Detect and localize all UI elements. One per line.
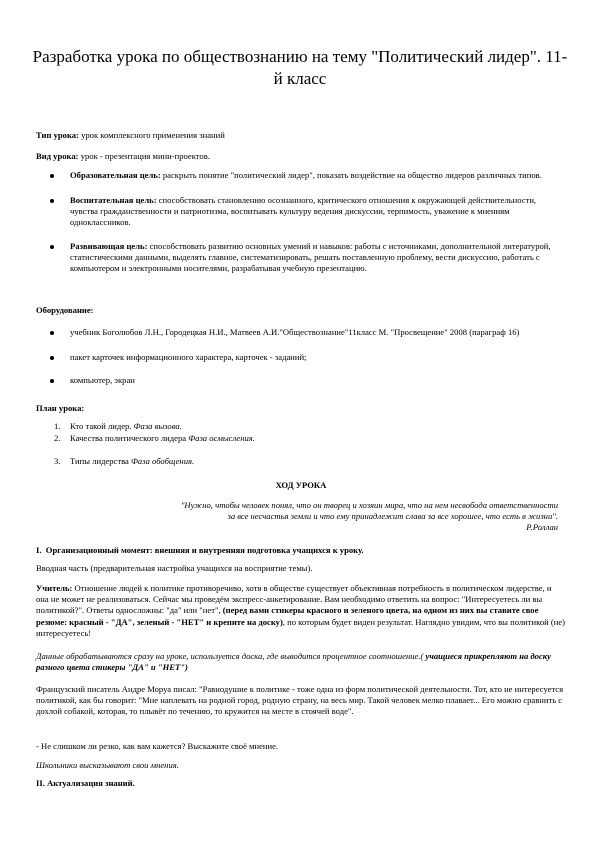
goal-label: Воспитательная цель: xyxy=(70,195,157,205)
course-heading: ХОД УРОКА xyxy=(275,480,327,490)
epigraph xyxy=(36,500,558,534)
equipment-item xyxy=(70,375,560,386)
teacher-instruction: (перед вами стикеры красного и зеленого цвета, на одном из них вы ставите свое резюме: красный - "ДА", зеленый - "НЕТ" и крепите на доску) xyxy=(36,605,539,627)
plan-item xyxy=(54,421,560,432)
lesson-type-label: Тип урока: xyxy=(36,130,79,140)
teacher-text: Отношение людей к политике противоречиво, хотя в обществе существует объективная потребность в политическом лидерстве, и она не может не реализоваться. Сейчас мы проведём экспресс-анкетирование. Вам необходимо ответить на вопрос: "Интересуетесь ли вы политикой?". Ответы односложны: "да" или "нет", xyxy=(36,583,552,616)
plan-item xyxy=(54,433,560,444)
goal-text: способствовать развитию основных умений и навыков: работы с источниками, дополнительной литературой, статистическими данными, выделять главное, систематизировать, решать поставленную проблему, вести дискуссию, работать с компьютером и электронными носителями, разрабатывая учебную презентацию. xyxy=(70,241,551,274)
plan-number: 2. xyxy=(54,433,61,443)
bullet-icon xyxy=(50,199,54,203)
plan-number: 1. xyxy=(54,421,61,431)
plan-text: Кто такой лидер. xyxy=(70,421,134,431)
maurois-paragraph: Французский писатель Андре Моруа писал: "Равнодушие к политике - тоже одна из форм политической деятельности. Тот, кто не интересуется политикой, как бы говорит: "Мне наплевать на родной город, родную страну, на весь мир. Такой человек мелко плавает... Его можно сравнить с дохлой собакой, которая, то плывёт по течению, то кружится на месте в стоячей воде". xyxy=(36,684,564,717)
lesson-kind-label: Вид урока: xyxy=(36,151,79,161)
lesson-kind-text: урок - презентация мини-проектов. xyxy=(78,151,210,161)
equipment-heading: Оборудование: xyxy=(36,305,94,315)
epigraph-line: за все несчастья земли и что ему принадлежит слава за все хорошее, что есть в жизни". xyxy=(227,511,558,522)
lesson-kind xyxy=(36,151,566,162)
goal-label: Развивающая цель: xyxy=(70,241,148,251)
teacher-text-end: , по которым будет виден результат. Наглядно увидим, что вы политикой (не) интересуетесь! xyxy=(36,616,566,638)
teacher-paragraph xyxy=(36,583,566,639)
equipment-text: пакет карточек информационного характера, карточек - заданий; xyxy=(70,352,307,362)
document-title: Разработка урока по обществознанию на тему "Политический лидер". 11-й класс xyxy=(32,47,568,88)
goal-item xyxy=(70,170,560,181)
bullet-icon xyxy=(50,356,54,360)
note-emphasis: учащиеся прикрепляют на доску разного цвета стикеры "ДА" и "НЕТ") xyxy=(36,651,551,673)
plan-heading: План урока: xyxy=(36,403,85,413)
section-number: I. xyxy=(36,545,42,555)
lesson-type xyxy=(36,130,566,141)
section-heading: II. Актуализация знаний. xyxy=(36,778,135,788)
plan-phase: Фаза осмысления. xyxy=(188,433,255,443)
question-paragraph: - Не слишком ли резко, как вам кажется? Выскажите своё мнение. xyxy=(36,741,279,751)
equipment-item xyxy=(70,352,560,363)
epigraph-author: Р.Роллан xyxy=(526,522,558,533)
plan-item xyxy=(54,456,560,467)
goal-text: способствовать становлению осознанного, критического отношения к окружающей действительности, чувства гражданственности и патриотизма, воспитывать культуру ведения дискуссии, терпимость, уважение к мнениям одноклассников. xyxy=(70,195,537,228)
section-title: Организационный момент: внешняя и внутренняя подготовка учащихся к уроку. xyxy=(45,545,364,555)
equipment-text: учебник Боголюбов Л.Н., Городецкая Н.И., Матвеев А.И."Обществознание"11класс М. "Просвещение" 2008 (параграф 16) xyxy=(70,327,520,337)
plan-number: 3. xyxy=(54,456,61,466)
goal-item xyxy=(70,195,560,229)
equipment-text: компьютер, экран xyxy=(70,375,135,385)
epigraph-line: "Нужно, чтобы человек понял, что он творец и хозяин мира, что на нем несвобода ответственности xyxy=(180,500,558,510)
note-paragraph xyxy=(36,651,566,673)
teacher-label: Учитель: xyxy=(36,583,73,593)
lesson-type-text: урок комплексного применения знаний xyxy=(78,130,225,140)
goal-item xyxy=(70,241,560,275)
plan-phase: Фаза обобщения. xyxy=(131,456,195,466)
bullet-icon xyxy=(50,174,54,178)
intro-paragraph: Вводная часть (предварительная настройка учащихся на восприятие темы). xyxy=(36,563,313,573)
plan-phase: Фаза вызова. xyxy=(133,421,182,431)
goal-label: Образовательная цель: xyxy=(70,170,161,180)
plan-text: Качества политического лидера xyxy=(70,433,189,443)
plan-text: Типы лидерства xyxy=(70,456,132,466)
equipment-item xyxy=(70,327,560,338)
goal-text: раскрыть понятие "политический лидер", показать воздействие на общество лидеров различных типов. xyxy=(160,170,542,180)
section-heading xyxy=(36,545,566,556)
bullet-icon xyxy=(50,245,54,249)
bullet-icon xyxy=(50,379,54,383)
students-paragraph: Школьники высказывают свои мнения. xyxy=(36,760,179,770)
note-text: Данные обрабатываются сразу на уроке, используется доска, где выводится процентное соотношение.( xyxy=(36,651,424,661)
bullet-icon xyxy=(50,331,54,335)
